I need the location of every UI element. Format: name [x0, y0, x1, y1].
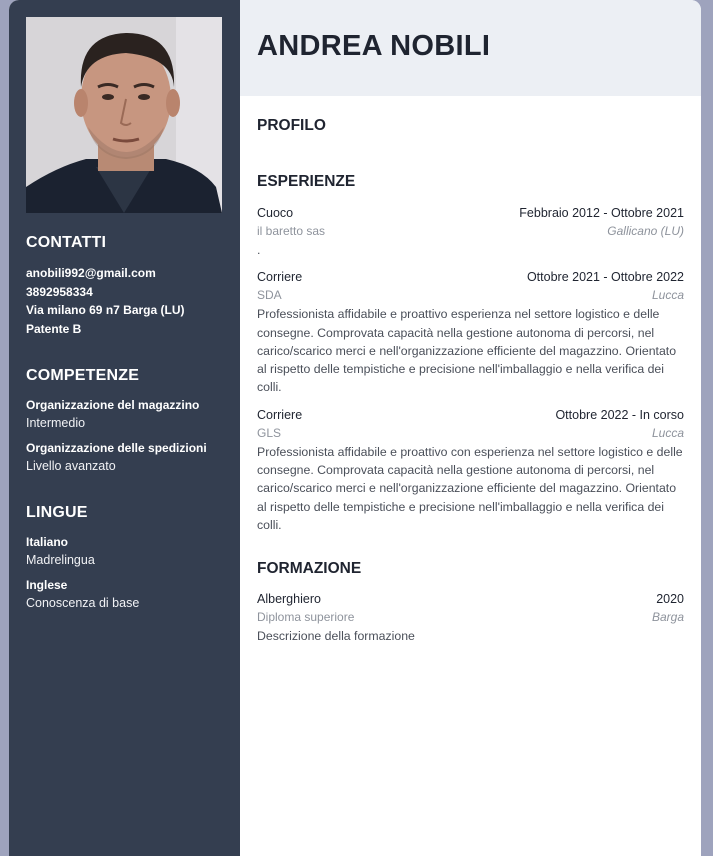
contacts-heading: CONTATTI	[26, 234, 107, 251]
experience-description: Professionista affidabile e proattivo con esperienza nel settore logistico e delle consegne. Comprovata capacità nella gestione autonoma di percorsi, nel carico/scarico merci e nell'organizzazione efficiente del magazzino. Orientato al rispetto delle tempistiche e precisione nell'imballaggio e nella verifica dei colli.	[257, 444, 683, 532]
experience-role: Corriere	[257, 407, 303, 422]
experience-company: SDA	[257, 288, 282, 303]
education-description: Descrizione della formazione	[257, 629, 415, 644]
language-item	[26, 577, 223, 612]
experience-dates: Febbraio 2012 - Ottobre 2021	[519, 206, 684, 220]
resume-page	[9, 0, 701, 856]
skill-level: Intermedio	[26, 416, 86, 430]
experience-place: Gallicano (LU)	[607, 224, 684, 238]
experience-entry	[257, 204, 684, 259]
experience-entry	[257, 268, 684, 396]
experience-place: Lucca	[651, 288, 684, 303]
skill-item	[26, 440, 223, 475]
experience-heading: ESPERIENZE	[257, 173, 356, 190]
experience-company: il baretto sas	[257, 224, 326, 238]
profile-heading: PROFILO	[257, 117, 326, 134]
experience-place: Lucca	[651, 425, 684, 440]
name-header	[240, 0, 701, 96]
experience-description: Professionista affidabile e proattivo esperienza nel settore logistico e delle consegne. Comprovata capacità nella gestione autonoma di percorsi, nel carico/scarico merci e nell'organizzazione efficiente del magazzino. Orientato al rispetto delle tempistiche e precisione nell'imballaggio e nella verifica dei colli.	[257, 307, 677, 395]
education-heading: FORMAZIONE	[257, 560, 362, 578]
contact-license: Patente B	[26, 321, 82, 336]
education-entry	[257, 590, 684, 645]
language-item	[26, 534, 223, 569]
profile-photo	[26, 17, 222, 213]
contacts-section	[26, 234, 223, 338]
language-name: Inglese	[26, 578, 68, 592]
language-level: Madrelingua	[26, 553, 95, 567]
education-degree: Diploma superiore	[257, 610, 355, 625]
skills-heading: COMPETENZE	[26, 367, 140, 384]
education-year: 2020	[656, 592, 684, 607]
experience-description: .	[257, 243, 261, 257]
candidate-name: ANDREA NOBILI	[257, 30, 491, 62]
languages-heading: LINGUE	[26, 504, 88, 521]
sidebar	[9, 0, 240, 856]
contact-email[interactable]: anobili992@gmail.com	[26, 266, 156, 280]
experience-role: Cuoco	[257, 206, 294, 220]
skills-section	[26, 367, 223, 475]
experience-dates: Ottobre 2021 - Ottobre 2022	[526, 270, 684, 285]
contact-address: Via milano 69 n7 Barga (LU)	[26, 303, 185, 317]
education-school: Alberghiero	[257, 592, 321, 607]
experience-section	[257, 173, 684, 534]
education-place: Barga	[651, 610, 684, 625]
languages-section	[26, 504, 223, 612]
experience-company: GLS	[257, 425, 282, 440]
skill-level: Livello avanzato	[26, 459, 116, 473]
person-portrait-icon	[26, 17, 222, 213]
language-name: Italiano	[26, 535, 69, 549]
skill-name: Organizzazione delle spedizioni	[26, 441, 207, 455]
education-section	[257, 560, 684, 645]
experience-entry	[257, 406, 684, 534]
profile-section	[257, 117, 684, 135]
main-content	[240, 0, 701, 856]
skill-name: Organizzazione del magazzino	[26, 398, 200, 412]
skill-item	[26, 397, 223, 432]
experience-dates: Ottobre 2022 - In corso	[555, 407, 684, 422]
language-level: Conoscenza di base	[26, 596, 140, 610]
experience-role: Corriere	[257, 270, 303, 285]
contact-phone[interactable]: 3892958334	[26, 284, 93, 299]
